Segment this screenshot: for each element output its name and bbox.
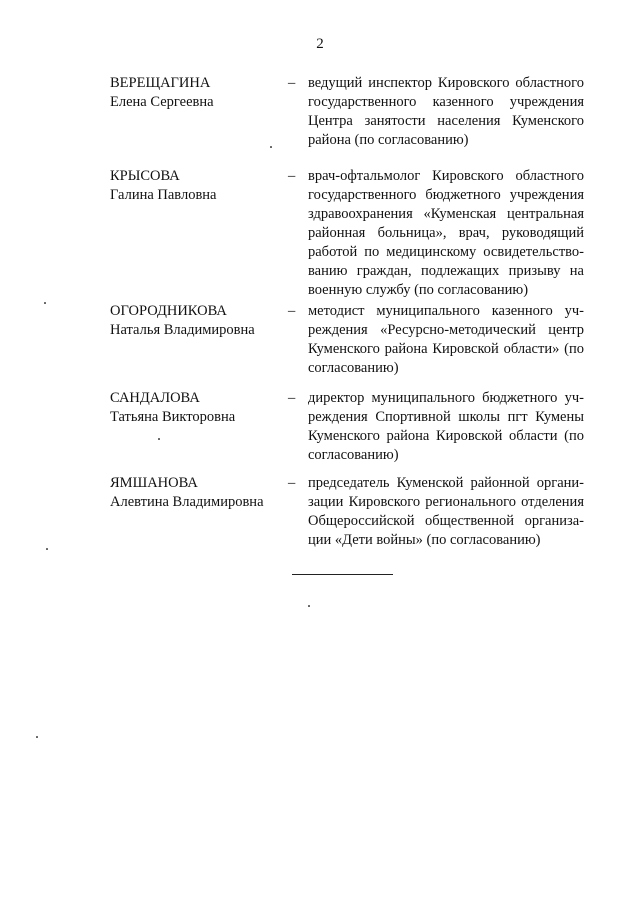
- member-dash: –: [288, 475, 296, 491]
- member-surname: ОГОРОДНИКОВА: [110, 303, 227, 319]
- page-number: 2: [316, 36, 324, 52]
- member-dash: –: [288, 390, 296, 406]
- member-surname: ВЕРЕЩАГИНА: [110, 75, 211, 91]
- member-name: [110, 302, 280, 340]
- member-position: методист муниципального казенного учреждения «Ресурсно-методический центр Куменского района Кировской области» (по согласованию): [308, 303, 584, 376]
- scan-speck: [158, 438, 160, 440]
- member-name: [110, 167, 280, 205]
- member-position: председатель Куменской районной организации Кировского регионального отделения Общероссийской общественной организации «Дети войны» (по согласованию): [308, 475, 584, 548]
- scan-speck: [308, 605, 310, 607]
- member-dash: –: [288, 168, 296, 184]
- member-given-names: Татьяна Викторовна: [110, 409, 236, 425]
- scan-speck: [44, 302, 46, 304]
- member-name: [110, 389, 280, 427]
- member-position: директор муниципального бюджетного учреждения Спортивной школы пгт Кумены Куменского района Кировской области (по согласованию): [308, 390, 584, 463]
- end-rule-line: [292, 574, 393, 575]
- scan-speck: [46, 548, 48, 550]
- member-given-names: Наталья Владимировна: [110, 322, 255, 338]
- member-name: [110, 474, 280, 512]
- member-given-names: Елена Сергеевна: [110, 94, 214, 110]
- member-dash: –: [288, 303, 296, 319]
- member-position: ведущий инспектор Кировского областного государственного казенного учреждения Центра занятости населения Куменского района (по согласованию): [308, 75, 584, 148]
- scan-speck: [36, 736, 38, 738]
- member-surname: ЯМШАНОВА: [110, 475, 198, 491]
- scan-speck: [270, 146, 272, 148]
- member-given-names: Алевтина Владимировна: [110, 494, 264, 510]
- member-position: врач-офтальмолог Кировского областного государственного бюджетного учреждения здравоохранения «Куменская центральная районная больница», врач, руководящий работой по медицинскому освидетельствованию граждан, подлежащих призыву на военную службу (по согласованию): [308, 168, 584, 298]
- member-surname: САНДАЛОВА: [110, 390, 200, 406]
- member-name: [110, 74, 280, 112]
- member-dash: –: [288, 75, 296, 91]
- member-given-names: Галина Павловна: [110, 187, 217, 203]
- member-surname: КРЫСОВА: [110, 168, 180, 184]
